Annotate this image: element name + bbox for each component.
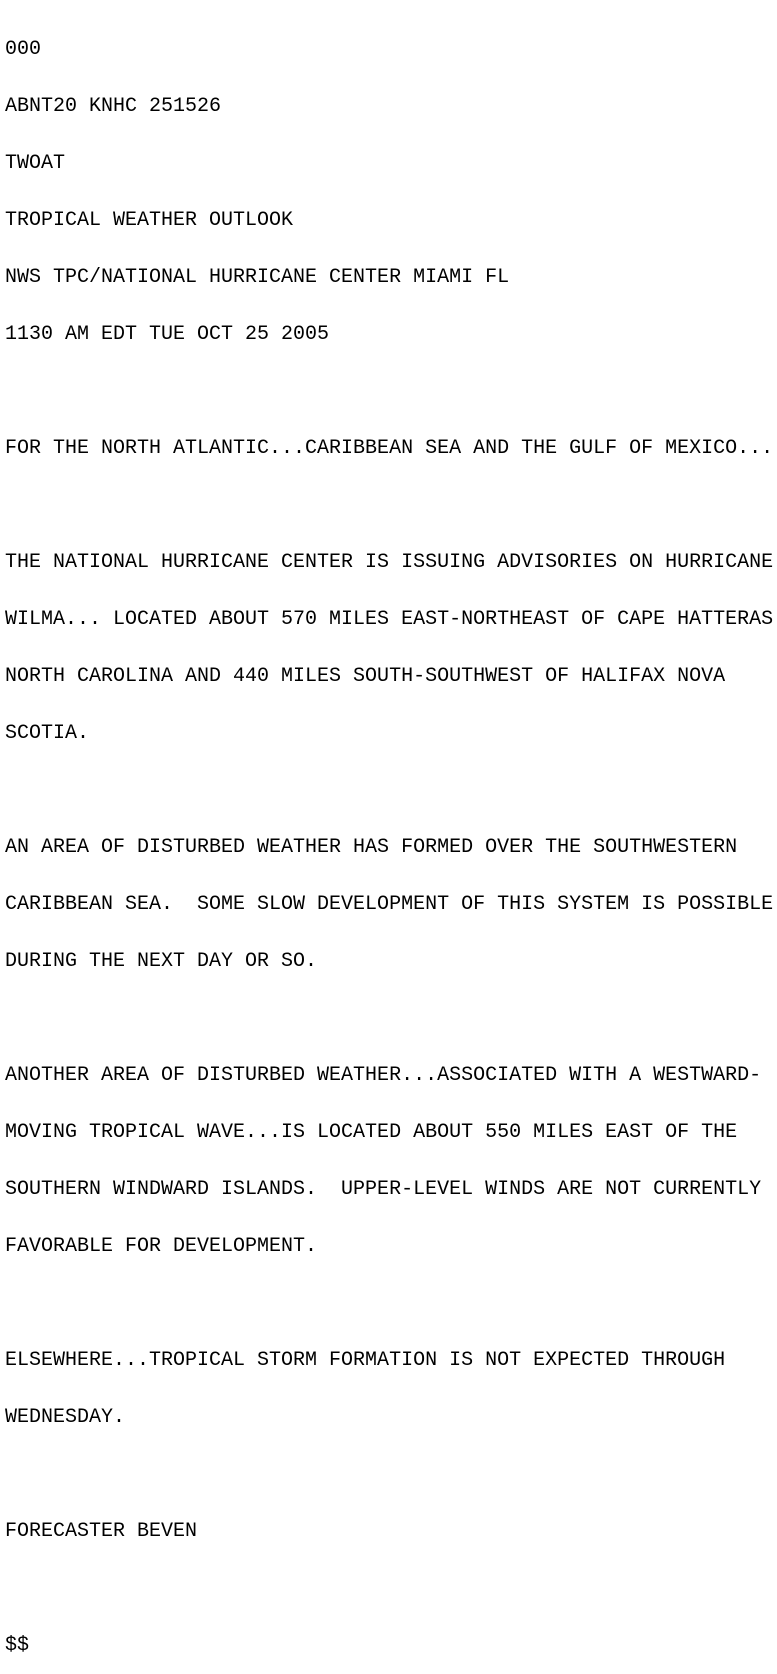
- bulletin-line: [5, 382, 777, 401]
- bulletin-line: [5, 1579, 777, 1598]
- bulletin-line: AN AREA OF DISTURBED WEATHER HAS FORMED OVER THE SOUTHWESTERN: [5, 836, 738, 859]
- bulletin-line: NWS TPC/NATIONAL HURRICANE CENTER MIAMI FL: [5, 266, 510, 289]
- bulletin-line: $$: [5, 1634, 30, 1657]
- bulletin-line: CARIBBEAN SEA. SOME SLOW DEVELOPMENT OF THIS SYSTEM IS POSSIBLE: [5, 893, 774, 916]
- bulletin-line: [5, 1009, 777, 1028]
- bulletin-line: [5, 1294, 777, 1313]
- bulletin-line: FORECASTER BEVEN: [5, 1520, 198, 1543]
- bulletin-line: [5, 1465, 777, 1484]
- bulletin-line: WEDNESDAY.: [5, 1406, 126, 1429]
- bulletin-line: NORTH CAROLINA AND 440 MILES SOUTH-SOUTHWEST OF HALIFAX NOVA: [5, 665, 726, 688]
- bulletin-line: TROPICAL WEATHER OUTLOOK: [5, 209, 294, 232]
- bulletin-line: 1130 AM EDT TUE OCT 25 2005: [5, 323, 330, 346]
- bulletin-line: FAVORABLE FOR DEVELOPMENT.: [5, 1235, 318, 1258]
- bulletin-line: ANOTHER AREA OF DISTURBED WEATHER...ASSOCIATED WITH A WESTWARD-: [5, 1064, 762, 1087]
- bulletin-line: [5, 496, 777, 515]
- bulletin-line: WILMA... LOCATED ABOUT 570 MILES EAST-NORTHEAST OF CAPE HATTERAS: [5, 608, 774, 631]
- bulletin-line: DURING THE NEXT DAY OR SO.: [5, 950, 318, 973]
- bulletin-line: [5, 781, 777, 800]
- bulletin-line: ELSEWHERE...TROPICAL STORM FORMATION IS NOT EXPECTED THROUGH: [5, 1349, 726, 1372]
- bulletin-line: SCOTIA.: [5, 722, 90, 745]
- bulletin-line: FOR THE NORTH ATLANTIC...CARIBBEAN SEA AND THE GULF OF MEXICO...: [5, 437, 774, 460]
- bulletin-line: ABNT20 KNHC 251526: [5, 95, 222, 118]
- bulletin-line: 000: [5, 38, 42, 61]
- bulletin-line: SOUTHERN WINDWARD ISLANDS. UPPER-LEVEL WINDS ARE NOT CURRENTLY: [5, 1178, 762, 1201]
- bulletin-line: THE NATIONAL HURRICANE CENTER IS ISSUING ADVISORIES ON HURRICANE: [5, 551, 774, 574]
- bulletin-line: MOVING TROPICAL WAVE...IS LOCATED ABOUT 550 MILES EAST OF THE: [5, 1121, 738, 1144]
- bulletin-line: TWOAT: [5, 152, 66, 175]
